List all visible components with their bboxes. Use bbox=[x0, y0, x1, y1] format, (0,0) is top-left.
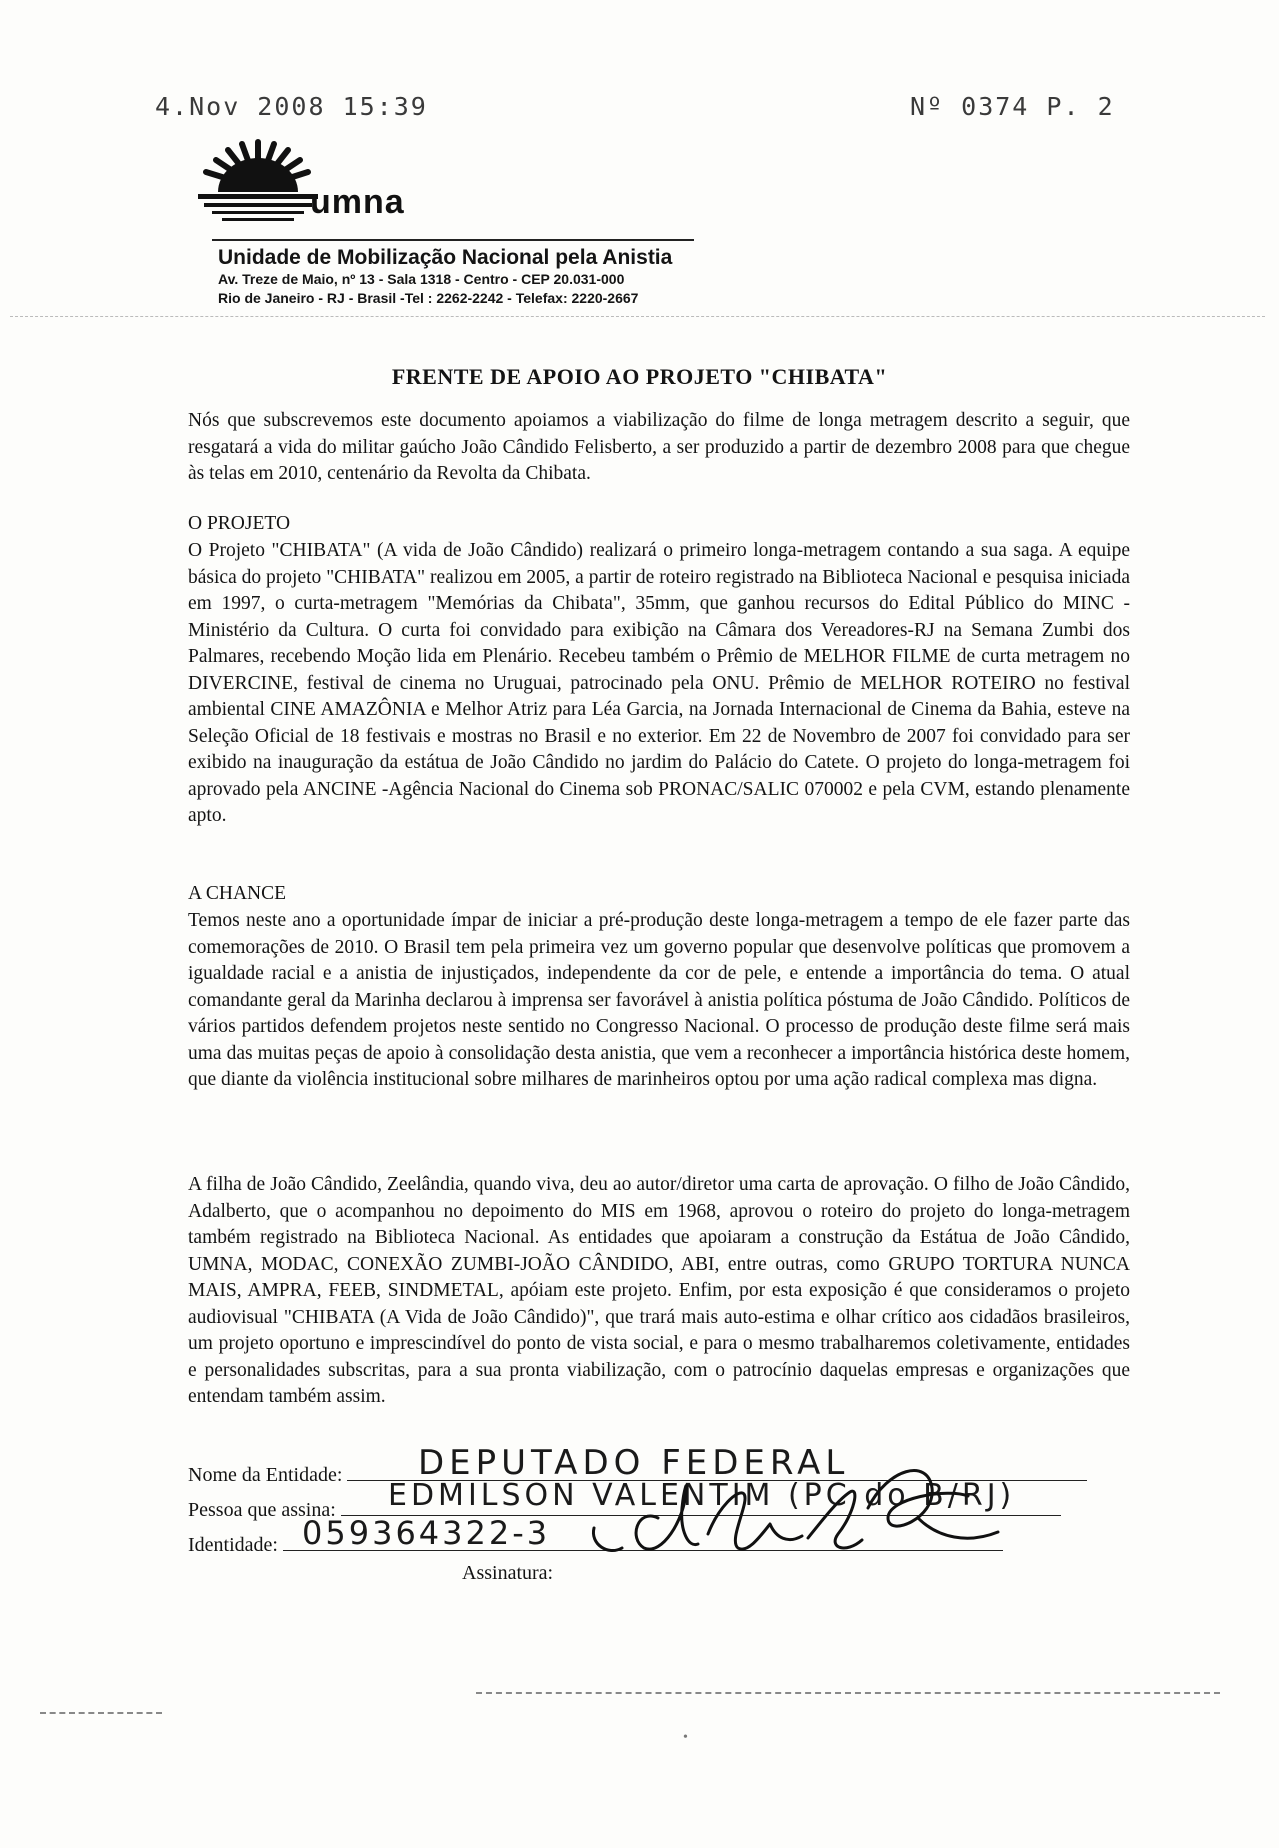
footer-divider-left bbox=[40, 1712, 162, 1714]
identidade-label: Identidade: bbox=[188, 1534, 278, 1556]
identidade-handwritten: 059364322-3 bbox=[302, 1514, 551, 1552]
handwritten-signature-icon bbox=[588, 1448, 1058, 1560]
pessoa-handwritten: EDMILSON VALENTIM (PC do B/RJ) bbox=[388, 1478, 1016, 1513]
stray-mark: • bbox=[683, 1730, 688, 1745]
fax-page-number: Nº 0374 P. 2 bbox=[910, 92, 1115, 121]
projeto-paragraph: O Projeto "CHIBATA" (A vida de João Cândido) realizará o primeiro longa-metragem contando a sua saga. A equipe básica do projeto "CHIBATA" realizou em 2005, a partir de roteiro registrado na Biblioteca Nacional e pesquisa iniciada em 1997, o curta-metragem "Memórias da Chibata", 35mm, que ganhou recursos do Edital Público do MINC - Ministério da Cultura. O curta foi convidado para exibição na Câmara dos Vereadores-RJ na Semana Zumbi dos Palmares, recebendo Moção lida em Plenário. Recebeu também o Prêmio de MELHOR FILME de curta metragem no DIVERCINE, festival de cinema no Uruguai, patrocinado pela ONU. Prêmio de MELHOR ROTEIRO no festival ambiental CINE AMAZÔNIA e Melhor Atriz para Léa Garcia, na Jornada Internacional de Cinema da Bahia, esteve na Seleção Oficial de 18 festivais e mostras no Brasil e no exterior. Em 22 de Novembro de 2007 foi convidado para ser exibido na inauguração da estátua de João Cândido no jardim do Palácio do Catete. O projeto do longa-metragem foi aprovado pela ANCINE -Agência Nacional do Cinema sob PRONAC/SALIC 070002 e pela CVM, estando plenamente apto. bbox=[188, 540, 1130, 826]
assinatura-row bbox=[462, 1562, 553, 1585]
logo-wordmark: umna bbox=[310, 183, 405, 221]
org-address-line1: Av. Treze de Maio, nº 13 - Sala 1318 - Centro - CEP 20.031-000 bbox=[218, 271, 625, 287]
section-heading-chance: A CHANCE bbox=[188, 883, 287, 904]
closing-paragraph: A filha de João Cândido, Zeelândia, quando viva, deu ao autor/diretor uma carta de aprovação. O filho de João Cândido, Adalberto, que o acompanhou no depoimento do MIS em 1968, aprovou o roteiro do projeto do longa-metragem também registrado na Biblioteca Nacional. As entidades que apoiaram a construção da Estátua de João Cândido, UMNA, MODAC, CONEXÃO ZUMBI-JOÃO CÂNDIDO, ABI, entre outras, como GRUPO TORTURA NUNCA MAIS, AMPRA, FEEB, SINDMETAL, apóiam este projeto. Enfim, por esta exposição é que consideramos o projeto audiovisual "CHIBATA (A Vida de João Cândido)", que trará mais auto-estima e olhar crítico aos cidadãos brasileiros, um projeto oportuno e imprescindível do ponto de vista social, e para o mesmo trabalharemos coletivamente, entidades e personalidades subscritas, para a sua pronta viabilização, com o patrocínio daquelas empresas e organizações que entendam também assim. bbox=[188, 1174, 1130, 1407]
entidade-handwritten: DEPUTADO FEDERAL bbox=[418, 1443, 850, 1483]
intro-paragraph: Nós que subscrevemos este documento apoiamos a viabilização do filme de longa metragem descrito a seguir, que resgatará a vida do militar gaúcho João Cândido Felisberto, a ser produzido a partir de dezembro 2008 para que chegue às telas em 2010, centenário da Revolta da Chibata. bbox=[188, 410, 1130, 484]
org-address-line2: Rio de Janeiro - RJ - Brasil -Tel : 2262-2242 - Telefax: 2220-2667 bbox=[218, 290, 639, 306]
entidade-label: Nome da Entidade: bbox=[188, 1464, 343, 1486]
header-divider bbox=[10, 316, 1265, 317]
fax-timestamp: 4.Nov 2008 15:39 bbox=[155, 92, 428, 121]
pessoa-label: Pessoa que assina: bbox=[188, 1499, 336, 1521]
letterhead bbox=[218, 240, 694, 308]
chance-paragraph: Temos neste ano a oportunidade ímpar de iniciar a pré-produção deste longa-metragem a tempo de ele fazer parte das comemorações de 2010. O Brasil tem pela primeira vez um governo popular que desenvolve políticas que promovem a igualdade racial e a anistia de injustiçados, independente da cor de pele, e entende a importância do tema. O atual comandante geral da Marinha declarou à imprensa ser favorável à anistia política póstuma de João Cândido. Políticos de vários partidos defendem projetos neste sentido no Congresso Nacional. O processo de produção deste filme será mais uma das muitas peças de apoio à consolidação desta anistia, que vem a reconhecer a importância histórica deste homem, que diante da violência institucional sobre milhares de marinheiros optou por uma ação radical complexa mas digna. bbox=[188, 910, 1130, 1090]
org-name: Unidade de Mobilização Nacional pela Anistia bbox=[218, 246, 673, 269]
assinatura-label: Assinatura: bbox=[462, 1562, 554, 1584]
section-heading-projeto: O PROJETO bbox=[188, 513, 291, 534]
page-title: FRENTE DE APOIO AO PROJETO "CHIBATA" bbox=[391, 364, 888, 389]
footer-divider-right bbox=[476, 1692, 1220, 1694]
